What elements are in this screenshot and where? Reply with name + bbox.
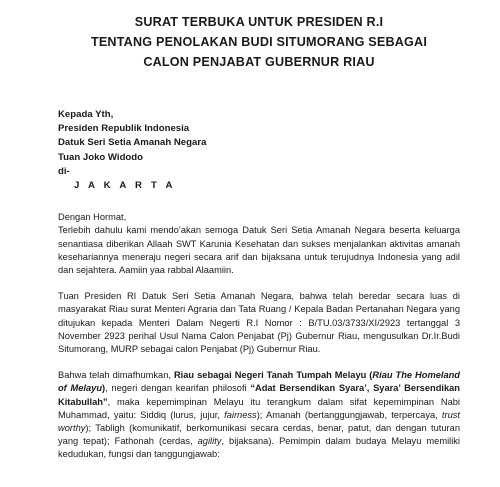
paragraph-1: Terlebih dahulu kami mendo’akan semoga Datuk Seri Setia Amanah Negara beserta keluarga senantiasa diberikan Allaah SWT Karunia Kesehatan dan sukses menjalankan aktivitas amanah kesehariannya meneraju negeri secara arif dan bijaksana untuk terujudnya Indonesia yang adil dan sejahtera. Aamiin yaa rabbal Alaamiin. bbox=[58, 225, 460, 276]
paragraph-2: Tuan Presiden RI Datuk Seri Setia Amanah Negara, bahwa telah beredar secara luas di masyarakat Riau surat Menteri Agraria dan Tata Ruang / Kepala Badan Pertanahan Negara yang ditujukan kepada Menteri Dalam Negerti R.I Nomor : B/TU.03/3733/XI/2923 tertanggal 3 November 2923 perihal Usul Nama Calon Penjabat (Pj) Gubernur Riau, mengusulkan Dr.Ir.Budi Situmorang, MURP sebagai calon Penjabat (Pj) Gubernur Riau. bbox=[58, 291, 460, 355]
bold-segment: Riau sebagai Negeri Tanah Tumpah Melayu ( bbox=[173, 370, 373, 381]
greeting: Dengan Hormat, bbox=[58, 212, 127, 223]
bold-italic-segment: Riau The Homeland of Melayu bbox=[58, 370, 460, 394]
letter-body bbox=[58, 211, 460, 461]
bold-segment: ) bbox=[102, 383, 106, 394]
recipient-address bbox=[58, 108, 460, 193]
address-line: Tuan Joko Widodo bbox=[58, 151, 144, 163]
italic-segment: agility bbox=[197, 436, 222, 447]
address-city: J A K A R T A bbox=[74, 180, 176, 192]
text-segment: , negeri dengan kearifan philosofi bbox=[105, 383, 251, 394]
address-line: Datuk Seri Setia Amanah Negara bbox=[58, 137, 207, 149]
letter-title bbox=[58, 0, 460, 72]
text-segment: , bijaksana). Pemimpin dalam budaya Melayu memiliki kedudukan, fungsi dan tanggungjawab: bbox=[58, 436, 460, 460]
italic-segment: fairness bbox=[224, 409, 257, 420]
text-segment: Bahwa telah dimafhumkan, bbox=[58, 370, 174, 381]
text-segment: ); Tabligh (komunikatif, berkomunikasi secara cerdas, benar, patut, dan dengan tuturan yang tepat); Fathonah (cerdas, bbox=[58, 423, 460, 447]
title-line-3: CALON PENJABAT GUBERNUR RIAU bbox=[143, 55, 375, 69]
italic-segment: trust worthy bbox=[58, 409, 460, 434]
text-segment: , maka kepemimpinan Melayu itu terangkum dalam sifat kepemimpinan Nabi Muhammad, yaitu: Siddiq (lurus, jujur, bbox=[58, 396, 460, 420]
address-line: di- bbox=[58, 165, 70, 177]
address-line: Presiden Republik Indonesia bbox=[58, 123, 190, 135]
title-line-1: SURAT TERBUKA UNTUK PRESIDEN R.I bbox=[134, 15, 384, 29]
bold-segment: “Adat Bersendikan Syara’, Syara’ Bersendikan Kitabullah” bbox=[58, 383, 460, 407]
paragraph-3 bbox=[58, 369, 460, 461]
title-line-2: TENTANG PENOLAKAN BUDI SITUMORANG SEBAGAI bbox=[90, 35, 428, 49]
text-segment: ); Amanah (bertanggungjawab, terpercaya, bbox=[256, 409, 442, 420]
address-line: Kepada Yth, bbox=[58, 109, 114, 120]
